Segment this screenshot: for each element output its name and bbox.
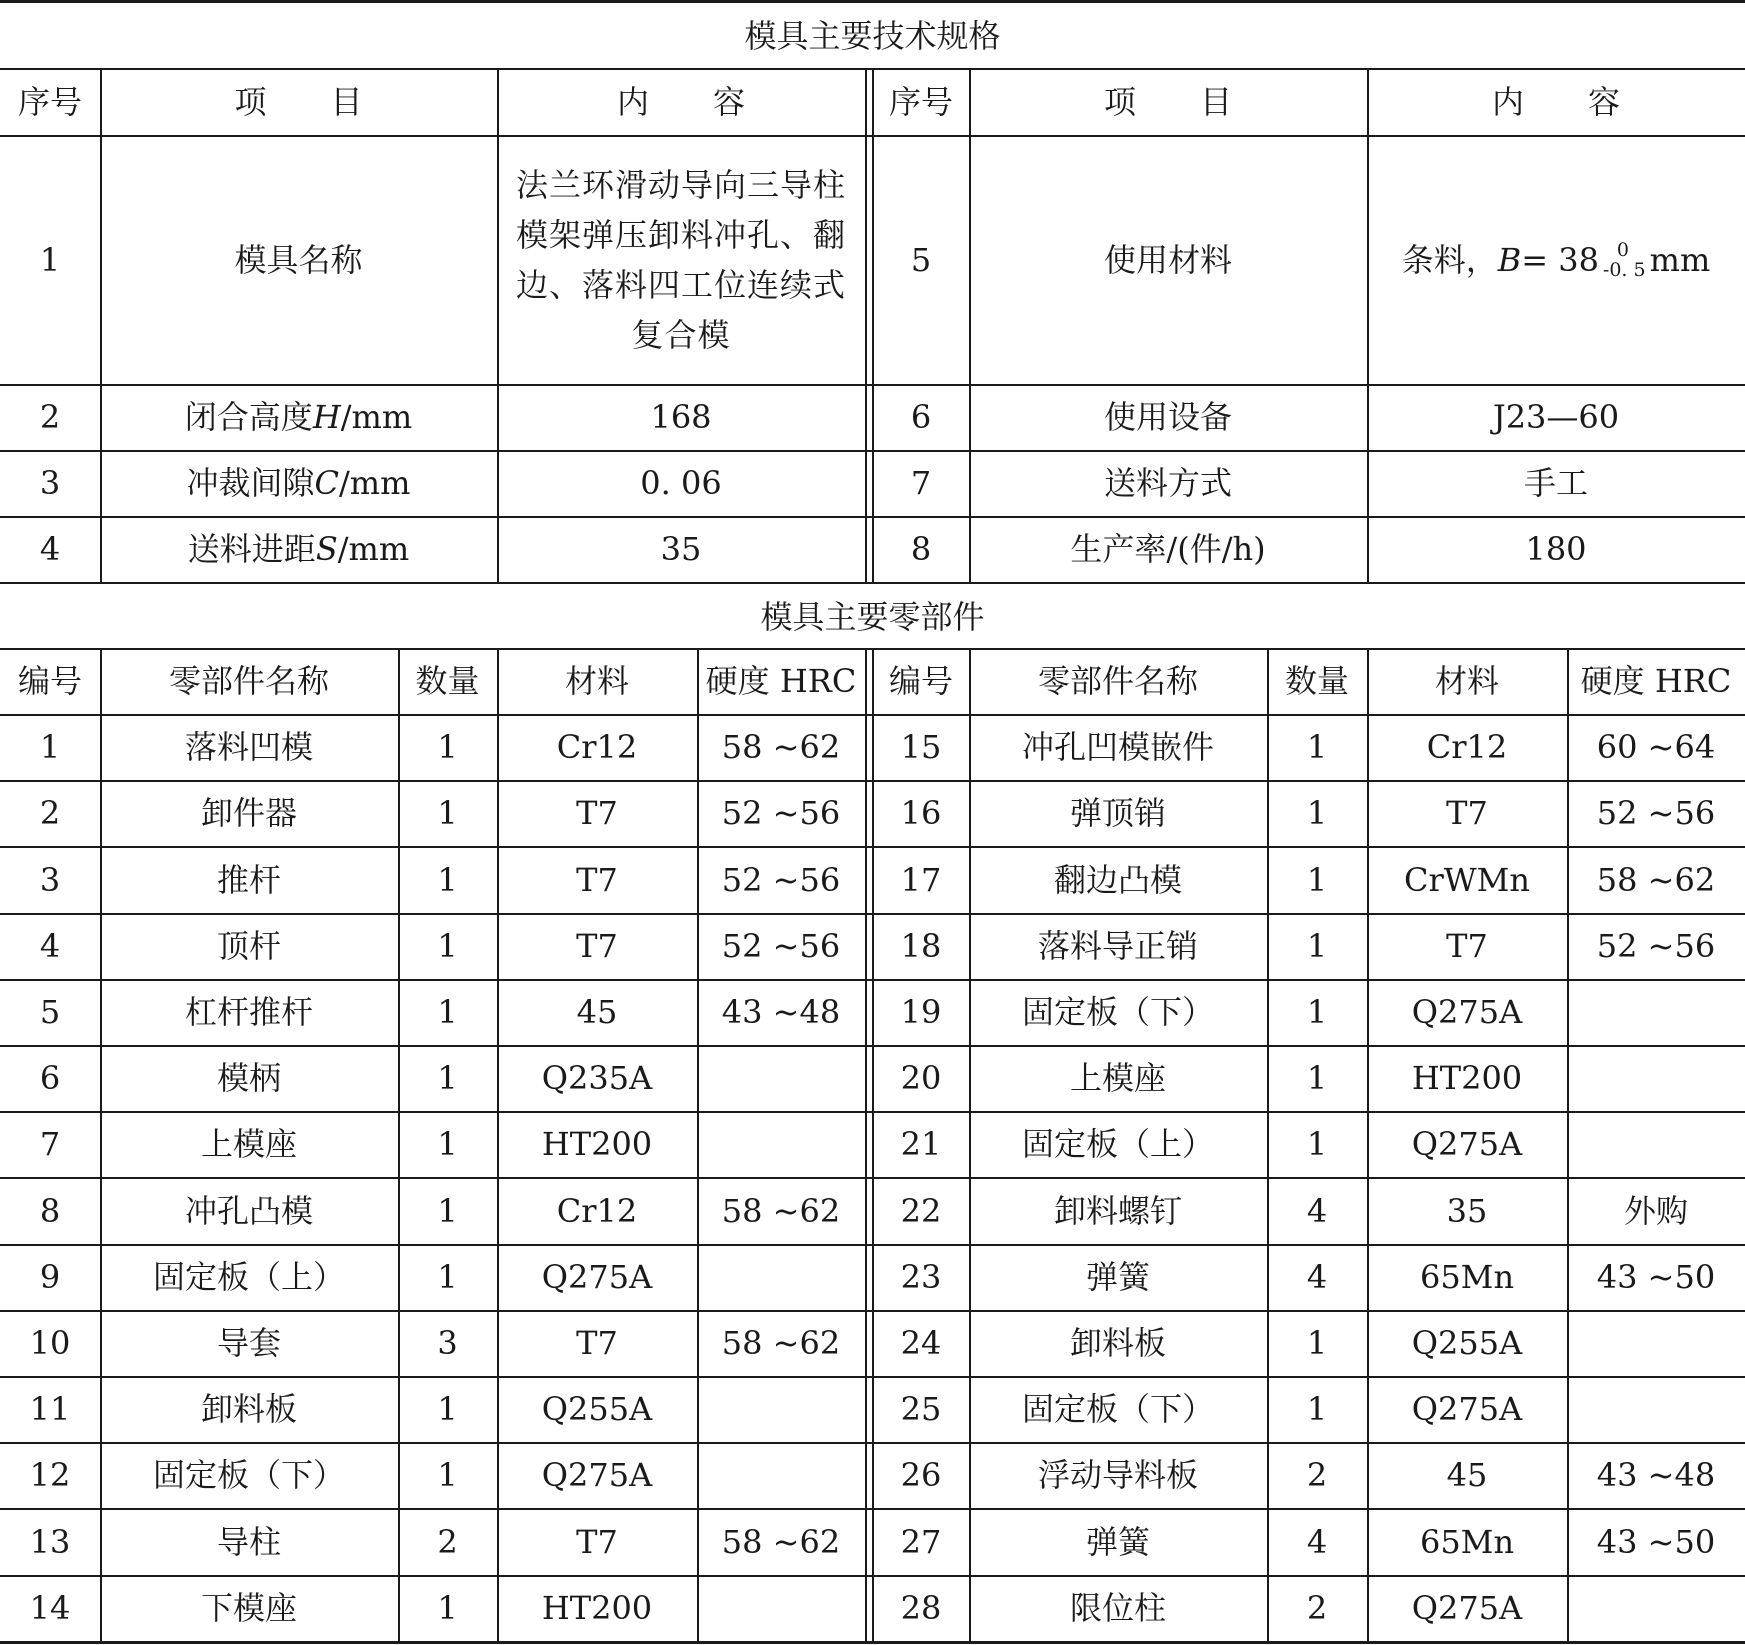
parts-cell: Q235A — [541, 1059, 653, 1097]
parts-cell: 1 — [1306, 993, 1328, 1031]
parts-cell: 1 — [437, 1059, 458, 1097]
specs-header-left-2: 内 容 — [616, 82, 745, 121]
parts-cell: 固定板（下） — [1021, 1390, 1214, 1428]
parts-cell: 落料导正销 — [1037, 927, 1198, 965]
parts-cell: 固定板（上） — [152, 1258, 345, 1296]
parts-cell — [697, 1442, 865, 1508]
parts-cell: 浮动导料板 — [1037, 1456, 1198, 1494]
parts-cell: T7 — [576, 794, 618, 832]
item-unit: /mm — [339, 464, 411, 502]
parts-row-rule — [0, 913, 1745, 915]
parts-cell: 1 — [437, 860, 458, 899]
specs-row-no: 7 — [910, 464, 932, 502]
parts-cell: 卸料板 — [200, 1390, 297, 1428]
parts-cell — [1567, 1045, 1745, 1111]
specs-column-rule — [497, 68, 499, 582]
content-variable: B — [1497, 240, 1522, 279]
parts-header-3: 材料 — [564, 662, 629, 700]
parts-cell: 10 — [29, 1324, 71, 1362]
specs-header-right-2: 内 容 — [1491, 82, 1620, 121]
parts-cell: 65Mn — [1419, 1522, 1515, 1561]
parts-row-rule — [0, 979, 1745, 981]
parts-cell: 26 — [900, 1456, 942, 1494]
parts-cell: HT200 — [541, 1589, 653, 1627]
parts-cell: 4 — [39, 927, 61, 965]
specs-row-item: 使用设备 — [1103, 398, 1232, 436]
parts-cell: 固定板（上） — [1021, 1125, 1214, 1163]
parts-cell: 卸件器 — [200, 794, 297, 832]
parts-cell: 43 ~48 — [1596, 1456, 1716, 1494]
parts-cell: 落料凹模 — [184, 728, 313, 766]
tolerance-lower: -0. 5 — [1602, 258, 1646, 281]
parts-cell: 65Mn — [1419, 1258, 1515, 1296]
item-variable: H — [312, 398, 341, 436]
specs-row-content: 0. 06 — [640, 464, 722, 502]
parts-cell: 1 — [437, 927, 458, 965]
parts-cell: Cr12 — [556, 728, 638, 766]
parts-cell: HT200 — [1411, 1059, 1523, 1097]
parts-cell: T7 — [1446, 794, 1488, 832]
parts-cell: 卸料螺钉 — [1053, 1191, 1182, 1230]
parts-cell — [1567, 979, 1745, 1045]
tolerance-upper: 0 — [1616, 238, 1630, 261]
parts-header-2: 数量 — [415, 662, 480, 700]
parts-cell: 9 — [39, 1258, 61, 1296]
parts-header-1: 零部件名称 — [168, 662, 329, 700]
parts-cell: 52 ~56 — [721, 860, 841, 899]
parts-header-5: 编号 — [888, 662, 953, 700]
parts-split-rule — [865, 648, 867, 1641]
parts-cell: 13 — [29, 1522, 71, 1561]
parts-cell: 1 — [1306, 1059, 1328, 1097]
parts-cell — [697, 1244, 865, 1310]
parts-cell: 1 — [437, 1125, 458, 1163]
parts-header-8: 材料 — [1434, 662, 1499, 700]
parts-header-7: 数量 — [1284, 662, 1349, 700]
item-unit: /mm — [337, 530, 410, 568]
parts-column-rule — [497, 648, 499, 1641]
parts-column-rule — [1267, 648, 1269, 1641]
specs-row-no: 8 — [910, 530, 932, 568]
parts-column-rule — [100, 648, 102, 1641]
parts-cell: T7 — [576, 1522, 618, 1561]
specs-column-rule — [969, 68, 971, 582]
parts-cell: 顶杆 — [216, 927, 281, 965]
parts-cell: 27 — [900, 1522, 942, 1561]
specs-row-item — [100, 384, 497, 450]
parts-cell: 4 — [1306, 1522, 1328, 1561]
parts-cell: 52 ~56 — [1596, 794, 1716, 832]
parts-cell: 1 — [437, 1258, 458, 1296]
parts-cell: 43 ~48 — [721, 993, 841, 1031]
parts-cell — [1567, 1376, 1745, 1442]
specs-bottom-rule — [0, 582, 1745, 584]
parts-cell: 28 — [900, 1589, 942, 1627]
parts-cell: 12 — [29, 1456, 71, 1494]
parts-row-rule — [0, 780, 1745, 782]
parts-header-0: 编号 — [17, 662, 82, 700]
content-label: 条料， — [1401, 240, 1498, 279]
parts-cell: 43 ~50 — [1596, 1258, 1716, 1296]
parts-cell: T7 — [1446, 927, 1488, 965]
parts-cell: HT200 — [541, 1125, 653, 1163]
parts-cell: Q275A — [1411, 1589, 1523, 1627]
parts-cell: 1 — [437, 1456, 458, 1494]
item-unit: /mm — [340, 398, 413, 436]
specs-column-rule — [1367, 68, 1369, 582]
specs-row-no: 2 — [39, 398, 61, 436]
specs-row-item — [100, 450, 497, 516]
specs-row-content: 法兰环滑动导向三导柱模架弹压卸料冲孔、翻边、落料四工位连续式复合模 — [515, 165, 846, 354]
parts-cell: 1 — [1306, 860, 1328, 899]
parts-cell: 11 — [29, 1390, 71, 1428]
parts-cell: 45 — [576, 993, 618, 1031]
parts-cell: 1 — [437, 1390, 458, 1428]
item-variable: C — [314, 464, 340, 502]
parts-cell: 52 ~56 — [721, 794, 841, 832]
parts-cell: Cr12 — [556, 1191, 638, 1230]
parts-cell — [697, 1045, 865, 1111]
parts-cell: 3 — [39, 860, 61, 899]
parts-cell: T7 — [576, 860, 618, 899]
parts-row-rule — [0, 1575, 1745, 1577]
parts-cell: 23 — [900, 1258, 942, 1296]
item-label: 冲裁间隙 — [186, 464, 315, 502]
parts-cell: 导柱 — [216, 1522, 281, 1561]
parts-cell: 2 — [1306, 1589, 1328, 1627]
parts-split-rule — [872, 648, 874, 1641]
parts-cell: 58 ~62 — [1596, 860, 1716, 899]
parts-cell: Q255A — [541, 1390, 653, 1428]
parts-cell: Q255A — [1411, 1324, 1523, 1362]
parts-row-rule — [0, 1111, 1745, 1113]
content-value: = 38 — [1521, 240, 1599, 279]
parts-cell: 58 ~62 — [721, 1191, 841, 1230]
parts-cell: Q275A — [541, 1258, 653, 1296]
parts-cell: Cr12 — [1426, 728, 1508, 766]
parts-cell: Q275A — [1411, 1390, 1523, 1428]
parts-cell: 限位柱 — [1069, 1589, 1166, 1627]
parts-row-rule — [0, 1177, 1745, 1179]
tolerance — [1603, 240, 1646, 280]
parts-cell: 上模座 — [1069, 1059, 1166, 1097]
parts-cell: 1 — [437, 993, 458, 1031]
parts-row-rule — [0, 1244, 1745, 1246]
parts-cell: 冲孔凸模 — [184, 1191, 313, 1230]
parts-cell: 卸料板 — [1069, 1324, 1166, 1362]
parts-cell: 杠杆推杆 — [184, 993, 313, 1031]
parts-cell: 15 — [900, 728, 942, 766]
parts-cell: 翻边凸模 — [1053, 860, 1182, 899]
parts-column-rule — [969, 648, 971, 1641]
specs-column-rule — [100, 68, 102, 582]
parts-cell: 1 — [1306, 1390, 1328, 1428]
bottom-rule — [0, 1641, 1745, 1644]
parts-cell: 43 ~50 — [1596, 1522, 1716, 1561]
parts-column-rule — [398, 648, 400, 1641]
parts-cell: 24 — [900, 1324, 942, 1362]
parts-row-rule — [0, 1376, 1745, 1378]
specs-split-rule — [865, 68, 867, 582]
parts-cell — [697, 1376, 865, 1442]
parts-cell — [1567, 1575, 1745, 1641]
specs-row-item: 使用材料 — [1103, 240, 1232, 279]
parts-cell: 4 — [1306, 1191, 1328, 1230]
parts-row-rule — [0, 846, 1745, 848]
specs-row-no: 5 — [910, 240, 932, 279]
parts-cell: 5 — [39, 993, 61, 1031]
specs-row-content: J23—60 — [1492, 398, 1620, 436]
parts-cell: 1 — [1306, 1125, 1328, 1163]
parts-cell: 20 — [900, 1059, 942, 1097]
parts-header-9: 硬度 HRC — [1580, 662, 1732, 700]
specs-row-no: 3 — [39, 464, 61, 502]
parts-cell: 下模座 — [200, 1589, 297, 1627]
parts-cell: 1 — [437, 794, 458, 832]
parts-cell: T7 — [576, 1324, 618, 1362]
parts-cell: Q275A — [541, 1456, 653, 1494]
parts-row-rule — [0, 1045, 1745, 1047]
specs-header-right-1: 项 目 — [1103, 82, 1232, 121]
parts-cell: 导套 — [216, 1324, 281, 1362]
parts-cell: CrWMn — [1403, 860, 1531, 899]
parts-cell: 弹顶销 — [1069, 794, 1166, 832]
parts-cell: 58 ~62 — [721, 728, 841, 766]
parts-column-rule — [1567, 648, 1569, 1641]
parts-cell: 1 — [1306, 728, 1328, 766]
specs-row-content: 180 — [1525, 530, 1587, 568]
parts-cell: 21 — [900, 1125, 942, 1163]
parts-cell: T7 — [576, 927, 618, 965]
parts-cell: 2 — [1306, 1456, 1328, 1494]
parts-cell: 固定板（下） — [1021, 993, 1214, 1031]
specs-row-item: 送料方式 — [1103, 464, 1232, 502]
parts-cell: 弹簧 — [1085, 1258, 1150, 1296]
parts-cell: 19 — [900, 993, 942, 1031]
parts-cell: 弹簧 — [1085, 1522, 1150, 1561]
parts-cell: 1 — [437, 728, 458, 766]
parts-row-rule — [0, 1310, 1745, 1312]
parts-cell: 45 — [1446, 1456, 1488, 1494]
parts-cell: 7 — [39, 1125, 61, 1163]
parts-cell — [1567, 1310, 1745, 1376]
parts-cell — [697, 1575, 865, 1641]
specs-row-item: 生产率/(件/h) — [1070, 530, 1266, 568]
specs-header-left-1: 项 目 — [234, 82, 363, 121]
parts-cell: 模柄 — [216, 1059, 281, 1097]
parts-cell — [1567, 1111, 1745, 1177]
parts-cell: 冲孔凹模嵌件 — [1021, 728, 1214, 766]
item-variable: S — [315, 530, 338, 568]
parts-cell: 1 — [39, 728, 61, 766]
parts-cell: 1 — [1306, 1324, 1328, 1362]
parts-row-rule — [0, 1508, 1745, 1510]
parts-cell: 外购 — [1623, 1191, 1688, 1230]
parts-column-rule — [1367, 648, 1369, 1641]
parts-title: 模具主要零部件 — [760, 598, 985, 636]
specs-row-content: 168 — [650, 398, 712, 436]
parts-cell: 2 — [39, 794, 61, 832]
parts-cell: 固定板（下） — [152, 1456, 345, 1494]
top-rule — [0, 0, 1745, 3]
specs-row-item: 模具名称 — [234, 240, 363, 279]
specs-header-right-0: 序号 — [888, 82, 953, 121]
parts-cell: 1 — [437, 1191, 458, 1230]
specs-split-rule — [872, 68, 874, 582]
parts-column-rule — [697, 648, 699, 1641]
specs-row-content: 35 — [660, 530, 702, 568]
parts-cell: 4 — [1306, 1258, 1328, 1296]
parts-cell: 52 ~56 — [1596, 927, 1716, 965]
parts-header-4: 硬度 HRC — [705, 662, 857, 700]
parts-cell: 1 — [1306, 794, 1328, 832]
parts-cell: 14 — [29, 1589, 71, 1627]
specs-row-content: 手工 — [1523, 464, 1588, 502]
specs-title: 模具主要技术规格 — [744, 17, 1001, 55]
parts-cell: 58 ~62 — [721, 1522, 841, 1561]
specs-row-no: 4 — [39, 530, 61, 568]
parts-row-rule — [0, 1442, 1745, 1444]
parts-cell: 17 — [900, 860, 942, 899]
parts-cell: 1 — [437, 1589, 458, 1627]
parts-cell: 25 — [900, 1390, 942, 1428]
parts-cell: 6 — [39, 1059, 61, 1097]
parts-cell — [697, 1111, 865, 1177]
item-label: 送料进距 — [187, 530, 316, 568]
specs-row-no: 1 — [39, 240, 61, 279]
item-label: 闭合高度 — [184, 398, 313, 436]
content-unit: mm — [1649, 240, 1711, 279]
specs-header-left-0: 序号 — [17, 82, 82, 121]
parts-cell: Q275A — [1411, 993, 1523, 1031]
parts-cell: 上模座 — [200, 1125, 297, 1163]
specs-row-no: 6 — [910, 398, 932, 436]
parts-cell: 2 — [437, 1522, 458, 1561]
parts-cell: Q275A — [1411, 1125, 1523, 1163]
parts-cell: 3 — [437, 1324, 458, 1362]
parts-cell: 1 — [1306, 927, 1328, 965]
parts-header-6: 零部件名称 — [1037, 662, 1198, 700]
parts-cell: 60 ~64 — [1596, 728, 1716, 766]
parts-cell: 22 — [900, 1191, 942, 1230]
parts-cell: 58 ~62 — [721, 1324, 841, 1362]
parts-cell: 8 — [39, 1191, 61, 1230]
specs-row-item — [100, 516, 497, 582]
parts-cell: 35 — [1446, 1191, 1488, 1230]
parts-cell: 18 — [900, 927, 942, 965]
parts-cell: 推杆 — [216, 860, 281, 899]
specs-row-content — [1367, 135, 1745, 384]
parts-cell: 16 — [900, 794, 942, 832]
parts-cell: 52 ~56 — [721, 927, 841, 965]
